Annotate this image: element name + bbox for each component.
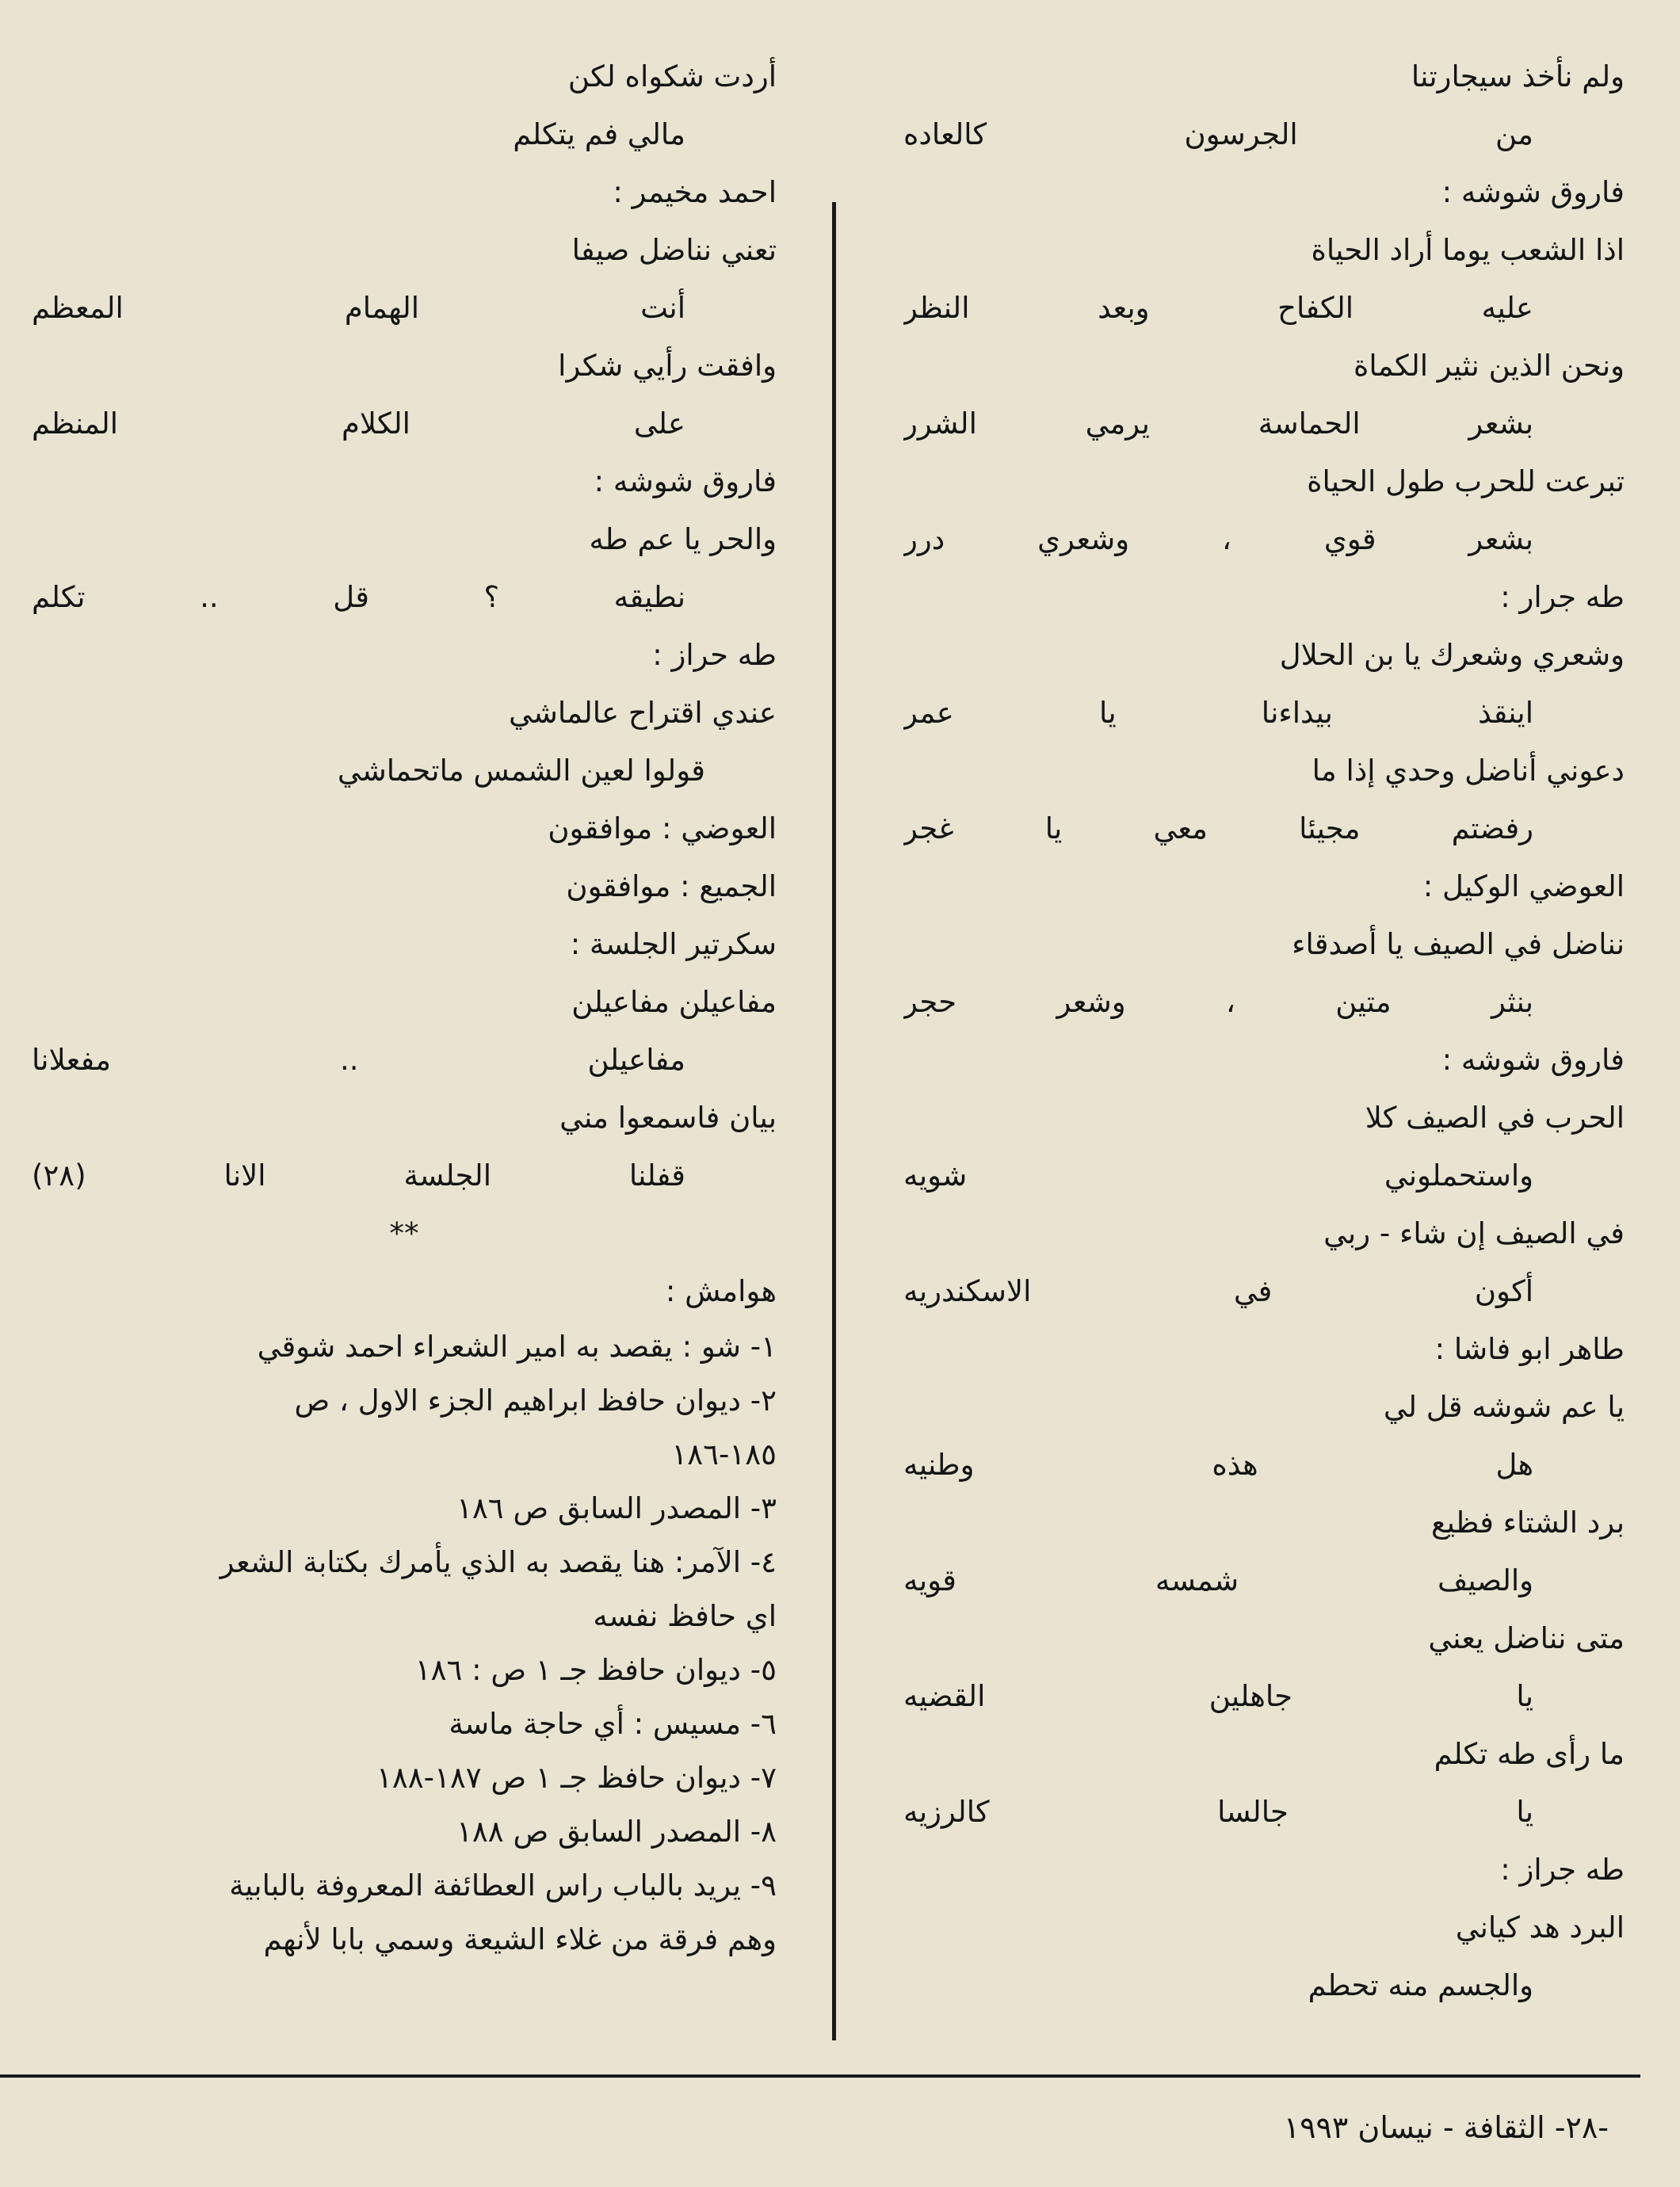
speaker-line: العوضي : موافقون (548, 811, 777, 845)
verse-line: عليه الكفاح وبعد النظر (903, 291, 1533, 325)
verse-line: برد الشتاء فظيع (1430, 1506, 1625, 1540)
verse-line: ** (389, 1216, 419, 1250)
speaker-line: فاروق شوشه : (594, 464, 777, 498)
verse-line: قفلنا الجلسة الانا (٢٨) (32, 1158, 685, 1193)
verse-line: مفاعيلن مفاعيلن (571, 985, 777, 1019)
verse-line: هل هذه وطنيه (903, 1448, 1533, 1482)
footnote-line: ٤- الآمر: هنا يقصد به الذي يأمرك بكتابة الشعر (220, 1545, 777, 1579)
footer-rule (0, 2074, 1640, 2078)
footnote-line: وهم فرقة من غلاء الشيعة وسمي بابا لأنهم (263, 1922, 777, 1956)
speaker-line: طه جراز : (1500, 1853, 1625, 1887)
verse-line: يا جاهلين القضيه (903, 1679, 1533, 1713)
verse-line: في الصيف إن شاء - ربي (1323, 1216, 1625, 1250)
footnote-line: ٧- ديوان حافظ جـ ١ ص ١٨٧-١٨٨ (376, 1761, 777, 1795)
speaker-line: هوامش : (665, 1274, 777, 1308)
verse-line: ونحن الذين نثير الكماة (1353, 349, 1625, 383)
verse-line: يا جالسا كالرزيه (903, 1795, 1533, 1829)
verse-line: ولم نأخذ سيجارتنا (1411, 59, 1625, 94)
verse-line: تبرعت للحرب طول الحياة (1307, 464, 1625, 498)
verse-line: عندي اقتراح عالماشي (509, 696, 777, 730)
speaker-line: فاروق شوشه : (1441, 1043, 1625, 1077)
page-footer: -٢٨- الثقافة - نيسان ١٩٩٣ (1283, 2110, 1609, 2145)
verse-line: اينقذ بيداءنا يا عمر (903, 696, 1533, 730)
verse-line: اذا الشعب يوما أراد الحياة (1311, 233, 1625, 267)
verse-line: من الجرسون كالعاده (903, 117, 1533, 151)
footnote-line: ٦- مسيس : أي حاجة ماسة (449, 1707, 777, 1741)
speaker-line: الجميع : موافقون (566, 869, 777, 903)
footnote-line: اي حافظ نفسه (593, 1599, 777, 1633)
footnote-line: ٨- المصدر السابق ص ١٨٨ (456, 1815, 777, 1849)
verse-line: وافقت رأيي شكرا (558, 349, 777, 383)
verse-line: يا عم شوشه قل لي (1383, 1390, 1625, 1424)
footnote-line: ٣- المصدر السابق ص ١٨٦ (456, 1491, 777, 1525)
verse-line: قولوا لعين الشمس ماتحماشي (337, 754, 705, 788)
verse-line: الحرب في الصيف كلا (1365, 1101, 1625, 1135)
footnote-line: ٩- يريد بالباب راس العطائفة المعروفة بالبابية (229, 1868, 777, 1903)
speaker-line: طه حراز : (652, 638, 777, 672)
footnote-line: ١٨٥-١٨٦ (671, 1437, 777, 1471)
speaker-line: احمد مخيمر : (613, 175, 777, 209)
left-column (32, 48, 777, 1967)
verse-line: دعوني أناضل وحدي إذا ما (1312, 754, 1625, 788)
verse-line: والجسم منه تحطم (1308, 1968, 1533, 2002)
verse-line: بشعر قوي ، وشعري درر (903, 522, 1533, 556)
speaker-line: سكرتير الجلسة : (570, 927, 777, 961)
speaker-line: طه جرار : (1500, 580, 1625, 614)
verse-line: مالي فم يتكلم (513, 117, 685, 151)
right-column (903, 48, 1625, 2014)
verse-line: نطيقه ؟ قل .. تكلم (32, 580, 685, 614)
verse-line: رفضتم مجيئا معي يا غجر (903, 811, 1533, 845)
verse-line: واستحملوني شويه (903, 1158, 1533, 1193)
verse-line: نناضل في الصيف يا أصدقاء (1292, 927, 1625, 961)
verse-line: على الكلام المنظم (32, 406, 685, 441)
speaker-line: فاروق شوشه : (1441, 175, 1625, 209)
verse-line: ما رأى طه تكلم (1434, 1737, 1625, 1771)
footnote-line: ٢- ديوان حافظ ابراهيم الجزء الاول ، ص (294, 1384, 777, 1418)
speaker-line: طاهر ابو فاشا : (1434, 1332, 1625, 1366)
verse-line: البرد هد كياني (1455, 1910, 1625, 1945)
column-divider (832, 202, 836, 2040)
verse-line: متى نناضل يعني (1428, 1621, 1625, 1655)
verse-line: أردت شكواه لكن (567, 59, 777, 94)
verse-line: والصيف شمسه قويه (903, 1563, 1533, 1597)
verse-line: والحر يا عم طه (589, 522, 777, 556)
speaker-line: العوضي الوكيل : (1422, 869, 1625, 903)
verse-line: تعني نناضل صيفا (571, 233, 777, 267)
verse-line: بشعر الحماسة يرمي الشرر (903, 406, 1533, 441)
verse-line: وشعري وشعرك يا بن الحلال (1279, 638, 1625, 672)
verse-line: مفاعيلن .. مفعلانا (32, 1043, 685, 1077)
verse-line: أنت الهمام المعظم (32, 291, 685, 325)
footnote-line: ٥- ديوان حافظ جـ ١ ص : ١٨٦ (414, 1653, 777, 1687)
verse-line: بيان فاسمعوا مني (559, 1101, 777, 1135)
verse-line: أكون في الاسكندريه (903, 1274, 1533, 1308)
verse-line: بنثر متين ، وشعر حجر (903, 985, 1533, 1019)
footnote-line: ١- شو : يقصد به امير الشعراء احمد شوقي (257, 1330, 777, 1364)
